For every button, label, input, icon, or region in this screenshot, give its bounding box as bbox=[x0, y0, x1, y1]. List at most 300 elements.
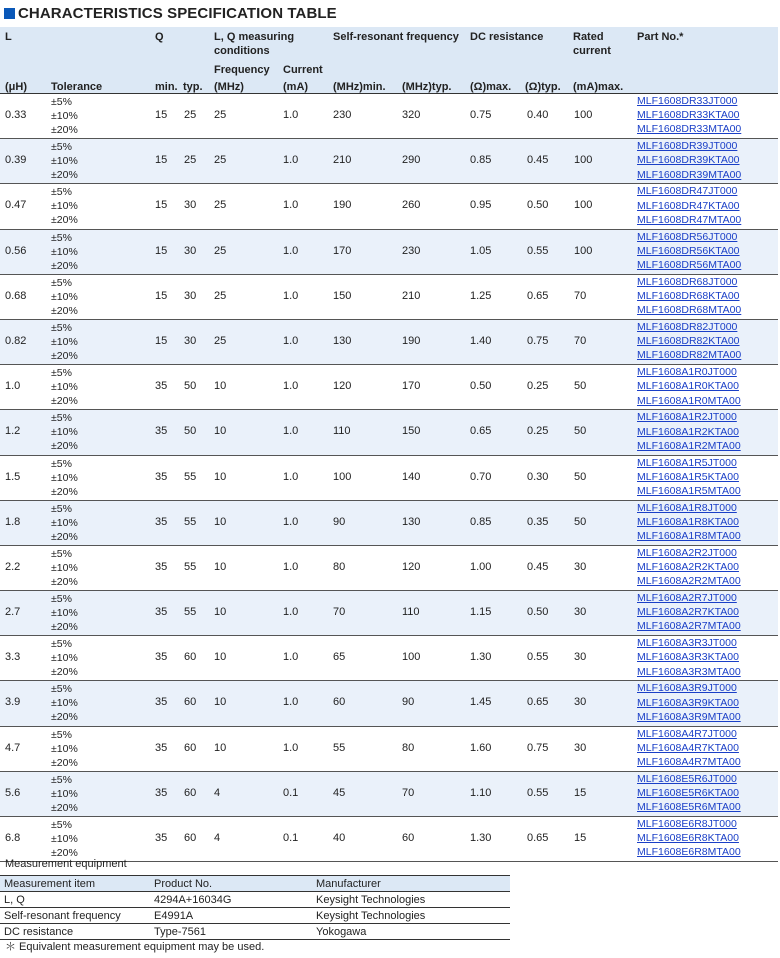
tolerance-value: ±5% bbox=[51, 412, 72, 425]
part-number-list bbox=[637, 501, 741, 544]
part-number-link[interactable]: MLF1608A2R7JT000 bbox=[637, 592, 737, 605]
cell-l: 6.8 bbox=[5, 832, 21, 844]
table-row bbox=[0, 772, 778, 817]
tolerance-value: ±5% bbox=[51, 96, 72, 108]
cell-cur: 1.0 bbox=[283, 560, 299, 573]
cell-rated: 30 bbox=[574, 741, 587, 754]
cell-srfmin: 40 bbox=[333, 832, 346, 844]
cell-dcrmax: 1.25 bbox=[470, 289, 492, 302]
tolerance-value: ±20% bbox=[51, 801, 78, 814]
tolerance-value: ±10% bbox=[51, 697, 78, 710]
cell-rated: 100 bbox=[574, 109, 593, 121]
part-number-list bbox=[637, 94, 741, 137]
tolerance-value: ±5% bbox=[51, 819, 72, 831]
cell-cur: 1.0 bbox=[283, 109, 299, 121]
part-number-link[interactable]: MLF1608A2R2KTA00 bbox=[637, 561, 739, 574]
cell-qmin: 15 bbox=[155, 109, 168, 121]
cell-dcrtyp: 0.65 bbox=[527, 696, 549, 709]
cell-dcrtyp: 0.50 bbox=[527, 199, 549, 212]
cell-dcrmax: 0.70 bbox=[470, 470, 492, 483]
cell-freq: 25 bbox=[214, 244, 227, 257]
table-row bbox=[0, 94, 778, 139]
part-number-list bbox=[637, 275, 741, 318]
cell-srfmin: 230 bbox=[333, 109, 352, 121]
part-number-link[interactable]: MLF1608E5R6KTA00 bbox=[637, 787, 739, 800]
cell-qtyp: 60 bbox=[184, 741, 197, 754]
part-number-link[interactable]: MLF1608DR47KTA00 bbox=[637, 199, 740, 212]
tolerance-list bbox=[51, 773, 78, 815]
part-number-link[interactable]: MLF1608A3R9MTA00 bbox=[637, 710, 741, 723]
part-number-list bbox=[637, 591, 741, 634]
part-number-list bbox=[637, 184, 741, 227]
part-number-link[interactable]: MLF1608E5R6JT000 bbox=[637, 772, 737, 785]
tolerance-value: ±5% bbox=[51, 186, 72, 199]
header-lq-cond: L, Q measuring bbox=[214, 31, 295, 43]
cell-dcrtyp: 0.35 bbox=[527, 515, 549, 528]
part-number-link[interactable]: MLF1608A1R8JT000 bbox=[637, 501, 737, 514]
part-number-link[interactable]: MLF1608DR47JT000 bbox=[637, 185, 738, 198]
cell-srftyp: 260 bbox=[402, 199, 421, 212]
cell-srfmin: 70 bbox=[333, 606, 346, 619]
part-number-link[interactable]: MLF1608A1R5MTA00 bbox=[637, 484, 741, 497]
cell-qmin: 15 bbox=[155, 289, 168, 302]
table-row bbox=[0, 275, 778, 320]
cell-srftyp: 100 bbox=[402, 651, 421, 664]
cell-qmin: 35 bbox=[155, 696, 168, 709]
measurement-header-cell: Product No. bbox=[150, 876, 312, 892]
cell-dcrmax: 0.85 bbox=[470, 154, 492, 167]
part-number-link[interactable]: MLF1608A3R3KTA00 bbox=[637, 651, 739, 664]
part-number-link[interactable]: MLF1608DR39KTA00 bbox=[637, 154, 740, 167]
measurement-table bbox=[0, 875, 510, 940]
part-number-link[interactable]: MLF1608DR33KTA00 bbox=[637, 109, 740, 122]
cell-qmin: 15 bbox=[155, 244, 168, 257]
tolerance-list bbox=[51, 502, 78, 544]
tolerance-list bbox=[51, 547, 78, 589]
part-number-list bbox=[637, 727, 741, 770]
cell-rated: 30 bbox=[574, 606, 587, 619]
header-srf: Self-resonant frequency bbox=[333, 31, 459, 43]
table-row bbox=[0, 139, 778, 184]
part-number-link[interactable]: MLF1608DR33MTA00 bbox=[637, 123, 742, 136]
cell-freq: 10 bbox=[214, 651, 227, 664]
cell-rated: 15 bbox=[574, 786, 587, 799]
cell-cur: 1.0 bbox=[283, 244, 299, 257]
cell-srftyp: 210 bbox=[402, 289, 421, 302]
tolerance-value: ±10% bbox=[51, 200, 78, 213]
tolerance-value: ±5% bbox=[51, 367, 72, 380]
part-number-link[interactable]: MLF1608A1R0JT000 bbox=[637, 366, 737, 379]
cell-freq: 4 bbox=[214, 786, 221, 799]
tolerance-value: ±5% bbox=[51, 593, 72, 606]
cell-srftyp: 170 bbox=[402, 380, 421, 393]
part-number-link[interactable]: MLF1608DR33JT000 bbox=[637, 95, 738, 107]
cell-qtyp: 60 bbox=[184, 786, 197, 799]
cell-l: 1.0 bbox=[5, 380, 21, 393]
part-number-link[interactable]: MLF1608DR68MTA00 bbox=[637, 304, 742, 317]
cell-dcrmax: 0.95 bbox=[470, 199, 492, 212]
header-q: Q bbox=[155, 31, 164, 43]
cell-srfmin: 150 bbox=[333, 289, 352, 302]
tolerance-value: ±10% bbox=[51, 155, 78, 168]
tolerance-list bbox=[51, 637, 78, 679]
cell-rated: 50 bbox=[574, 425, 587, 438]
cell-l: 0.68 bbox=[5, 289, 27, 302]
cell-cur: 1.0 bbox=[283, 334, 299, 347]
cell-srfmin: 120 bbox=[333, 380, 352, 393]
cell-qtyp: 55 bbox=[184, 470, 197, 483]
header-tolerance: Tolerance bbox=[51, 81, 103, 93]
part-number-link[interactable]: MLF1608A3R3JT000 bbox=[637, 637, 737, 650]
header-part: Part No.* bbox=[637, 31, 684, 43]
cell-l: 2.7 bbox=[5, 606, 21, 619]
tolerance-value: ±10% bbox=[51, 245, 78, 258]
tolerance-value: ±5% bbox=[51, 321, 72, 334]
cell-dcrtyp: 0.25 bbox=[527, 425, 549, 438]
part-number-link[interactable]: MLF1608DR56MTA00 bbox=[637, 258, 742, 271]
cell-cur: 1.0 bbox=[283, 425, 299, 438]
tolerance-value: ±20% bbox=[51, 485, 78, 498]
cell-l: 1.8 bbox=[5, 515, 21, 528]
tolerance-value: ±10% bbox=[51, 516, 78, 529]
part-number-link[interactable]: MLF1608DR82KTA00 bbox=[637, 335, 740, 348]
tolerance-value: ±5% bbox=[51, 457, 72, 470]
cell-l: 0.47 bbox=[5, 199, 27, 212]
tolerance-value: ±20% bbox=[51, 124, 78, 136]
tolerance-value: ±10% bbox=[51, 652, 78, 665]
cell-cur: 1.0 bbox=[283, 606, 299, 619]
part-number-link[interactable]: MLF1608E5R6MTA00 bbox=[637, 801, 741, 814]
tolerance-value: ±5% bbox=[51, 547, 72, 560]
part-number-link[interactable]: MLF1608DR47MTA00 bbox=[637, 213, 742, 226]
header-dcr-typ: (Ω)typ. bbox=[525, 81, 561, 93]
cell-dcrtyp: 0.55 bbox=[527, 651, 549, 664]
tolerance-value: ±5% bbox=[51, 276, 72, 289]
tolerance-value: ±20% bbox=[51, 711, 78, 724]
header-freq-unit: (MHz) bbox=[214, 81, 244, 93]
tolerance-value: ±10% bbox=[51, 787, 78, 800]
part-number-link[interactable]: MLF1608A2R7MTA00 bbox=[637, 620, 741, 633]
table-row bbox=[0, 184, 778, 229]
measurement-cell: Type-7561 bbox=[150, 924, 312, 940]
cell-cur: 1.0 bbox=[283, 470, 299, 483]
cell-l: 1.5 bbox=[5, 470, 21, 483]
part-number-link[interactable]: MLF1608DR39JT000 bbox=[637, 140, 738, 153]
cell-dcrtyp: 0.55 bbox=[527, 244, 549, 257]
tolerance-value: ±10% bbox=[51, 833, 78, 845]
cell-rated: 70 bbox=[574, 289, 587, 302]
tolerance-value: ±20% bbox=[51, 440, 78, 453]
part-number-link[interactable]: MLF1608DR68JT000 bbox=[637, 275, 738, 288]
tolerance-value: ±5% bbox=[51, 141, 72, 154]
tolerance-value: ±5% bbox=[51, 728, 72, 741]
cell-freq: 10 bbox=[214, 696, 227, 709]
cell-srftyp: 190 bbox=[402, 334, 421, 347]
cell-srftyp: 320 bbox=[402, 109, 421, 121]
part-number-link[interactable]: MLF1608DR82JT000 bbox=[637, 320, 738, 333]
part-number-link[interactable]: MLF1608A1R0KTA00 bbox=[637, 380, 739, 393]
table-title-bar bbox=[4, 3, 337, 23]
cell-srfmin: 80 bbox=[333, 560, 346, 573]
table-row bbox=[0, 727, 778, 772]
cell-qmin: 35 bbox=[155, 380, 168, 393]
table-row bbox=[0, 681, 778, 726]
tolerance-value: ±10% bbox=[51, 742, 78, 755]
cell-rated: 50 bbox=[574, 380, 587, 393]
tolerance-list bbox=[51, 592, 78, 634]
table-row bbox=[0, 591, 778, 636]
cell-l: 0.56 bbox=[5, 244, 27, 257]
tolerance-list bbox=[51, 276, 78, 318]
tolerance-list bbox=[51, 95, 78, 137]
table-row bbox=[0, 365, 778, 410]
measurement-title: Measurement equipment bbox=[5, 858, 127, 870]
cell-qmin: 15 bbox=[155, 154, 168, 167]
header-q-min: min. bbox=[155, 81, 178, 93]
cell-cur: 1.0 bbox=[283, 154, 299, 167]
cell-srfmin: 110 bbox=[333, 425, 351, 438]
cell-dcrtyp: 0.75 bbox=[527, 334, 549, 347]
cell-dcrtyp: 0.65 bbox=[527, 289, 549, 302]
cell-rated: 100 bbox=[574, 154, 593, 167]
cell-srftyp: 90 bbox=[402, 696, 415, 709]
part-number-list bbox=[637, 636, 741, 679]
cell-qtyp: 25 bbox=[184, 154, 197, 167]
cell-cur: 1.0 bbox=[283, 289, 299, 302]
header-srf-min: (MHz)min. bbox=[333, 81, 386, 93]
cell-srfmin: 55 bbox=[333, 741, 346, 754]
part-number-link[interactable]: MLF1608A1R2KTA00 bbox=[637, 425, 739, 438]
cell-dcrtyp: 0.45 bbox=[527, 560, 549, 573]
cell-l: 4.7 bbox=[5, 741, 21, 754]
cell-qmin: 35 bbox=[155, 651, 168, 664]
tolerance-value: ±20% bbox=[51, 847, 78, 859]
part-number-link[interactable]: MLF1608A1R2MTA00 bbox=[637, 439, 741, 452]
cell-srftyp: 150 bbox=[402, 425, 421, 438]
cell-dcrmax: 1.30 bbox=[470, 651, 492, 664]
part-number-link[interactable]: MLF1608DR68KTA00 bbox=[637, 289, 740, 302]
measurement-cell: Yokogawa bbox=[312, 924, 510, 940]
tolerance-value: ±10% bbox=[51, 426, 78, 439]
cell-freq: 10 bbox=[214, 606, 227, 619]
cell-l: 3.3 bbox=[5, 651, 21, 664]
part-number-link[interactable]: MLF1608DR56KTA00 bbox=[637, 244, 740, 257]
part-number-link[interactable]: MLF1608A4R7JT000 bbox=[637, 727, 737, 740]
measurement-cell: Self-resonant frequency bbox=[0, 908, 150, 924]
cell-dcrmax: 1.15 bbox=[470, 606, 492, 619]
part-number-list bbox=[637, 456, 741, 499]
cell-qmin: 35 bbox=[155, 741, 168, 754]
cell-cur: 1.0 bbox=[283, 515, 299, 528]
cell-l: 0.39 bbox=[5, 154, 27, 167]
tolerance-value: ±5% bbox=[51, 638, 72, 651]
tolerance-list bbox=[51, 411, 78, 453]
cell-dcrmax: 0.65 bbox=[470, 425, 492, 438]
tolerance-list bbox=[51, 728, 78, 770]
cell-srftyp: 70 bbox=[402, 786, 415, 799]
part-number-list bbox=[637, 817, 741, 860]
header-rated-unit: (mA)max. bbox=[573, 81, 624, 93]
cell-qmin: 35 bbox=[155, 832, 168, 844]
part-number-link[interactable]: MLF1608DR82MTA00 bbox=[637, 349, 742, 362]
cell-rated: 100 bbox=[574, 244, 593, 257]
cell-qtyp: 50 bbox=[184, 380, 197, 393]
header-dcr: DC resistance bbox=[470, 31, 544, 43]
header-rated: Rated bbox=[573, 31, 604, 43]
cell-dcrmax: 0.75 bbox=[470, 109, 492, 121]
tolerance-value: ±20% bbox=[51, 259, 78, 272]
cell-rated: 50 bbox=[574, 515, 587, 528]
part-number-link[interactable]: MLF1608A4R7KTA00 bbox=[637, 741, 739, 754]
cell-dcrmax: 1.00 bbox=[470, 560, 492, 573]
cell-srftyp: 60 bbox=[402, 832, 415, 844]
cell-dcrtyp: 0.30 bbox=[527, 470, 549, 483]
tolerance-list bbox=[51, 457, 78, 499]
cell-rated: 50 bbox=[574, 470, 587, 483]
cell-qmin: 35 bbox=[155, 470, 168, 483]
cell-qtyp: 50 bbox=[184, 425, 197, 438]
cell-qtyp: 60 bbox=[184, 696, 197, 709]
measurement-cell: Keysight Technologies bbox=[312, 908, 510, 924]
cell-l: 5.6 bbox=[5, 786, 21, 799]
cell-dcrmax: 1.40 bbox=[470, 334, 492, 347]
cell-cur: 1.0 bbox=[283, 651, 299, 664]
table-row bbox=[0, 817, 778, 862]
part-number-link[interactable]: MLF1608A3R9JT000 bbox=[637, 682, 737, 695]
tolerance-list bbox=[51, 231, 78, 273]
tolerance-list bbox=[51, 682, 78, 724]
part-number-link[interactable]: MLF1608A2R2JT000 bbox=[637, 546, 737, 559]
header-freq: Frequency bbox=[214, 64, 270, 76]
measurement-row bbox=[0, 908, 510, 924]
cell-l: 0.33 bbox=[5, 109, 27, 121]
part-number-link[interactable]: MLF1608A1R8MTA00 bbox=[637, 530, 741, 543]
cell-srfmin: 210 bbox=[333, 154, 352, 167]
cell-dcrtyp: 0.40 bbox=[527, 109, 549, 121]
tolerance-value: ±5% bbox=[51, 773, 72, 786]
measurement-cell: 4294A+16034G bbox=[150, 892, 312, 908]
cell-dcrmax: 1.45 bbox=[470, 696, 492, 709]
part-number-link[interactable]: MLF1608A4R7MTA00 bbox=[637, 756, 741, 769]
part-number-link[interactable]: MLF1608A1R2JT000 bbox=[637, 411, 737, 424]
tolerance-value: ±10% bbox=[51, 561, 78, 574]
cell-freq: 25 bbox=[214, 289, 227, 302]
tolerance-value: ±20% bbox=[51, 756, 78, 769]
cell-dcrmax: 1.10 bbox=[470, 786, 492, 799]
cell-rated: 30 bbox=[574, 651, 587, 664]
cell-srfmin: 90 bbox=[333, 515, 346, 528]
spec-rows bbox=[0, 94, 778, 862]
measurement-cell: L, Q bbox=[0, 892, 150, 908]
tolerance-value: ±20% bbox=[51, 621, 78, 634]
cell-qtyp: 55 bbox=[184, 606, 197, 619]
page-title: CHARACTERISTICS SPECIFICATION TABLE bbox=[18, 4, 337, 22]
tolerance-value: ±10% bbox=[51, 290, 78, 303]
cell-dcrmax: 0.50 bbox=[470, 380, 492, 393]
measurement-cell: DC resistance bbox=[0, 924, 150, 940]
cell-qmin: 35 bbox=[155, 606, 168, 619]
cell-cur: 0.1 bbox=[283, 786, 299, 799]
header-current: Current bbox=[283, 64, 323, 76]
tolerance-list bbox=[51, 321, 78, 363]
cell-qmin: 35 bbox=[155, 425, 168, 438]
header-current-unit: (mA) bbox=[283, 81, 309, 93]
cell-dcrtyp: 0.55 bbox=[527, 786, 549, 799]
cell-dcrtyp: 0.45 bbox=[527, 154, 549, 167]
table-row bbox=[0, 230, 778, 275]
part-number-link[interactable]: MLF1608A1R0MTA00 bbox=[637, 394, 741, 407]
cell-qtyp: 25 bbox=[184, 109, 197, 121]
cell-qtyp: 30 bbox=[184, 334, 197, 347]
cell-qtyp: 30 bbox=[184, 244, 197, 257]
part-number-link[interactable]: MLF1608E6R8KTA00 bbox=[637, 832, 739, 845]
cell-cur: 1.0 bbox=[283, 380, 299, 393]
part-number-list bbox=[637, 230, 741, 273]
part-number-link[interactable]: MLF1608A2R7KTA00 bbox=[637, 606, 739, 619]
table-header bbox=[0, 27, 778, 93]
part-number-link[interactable]: MLF1608E6R8MTA00 bbox=[637, 846, 741, 859]
part-number-link[interactable]: MLF1608E6R8JT000 bbox=[637, 818, 737, 830]
cell-freq: 25 bbox=[214, 109, 227, 121]
cell-qmin: 35 bbox=[155, 560, 168, 573]
cell-srfmin: 130 bbox=[333, 334, 352, 347]
cell-freq: 10 bbox=[214, 425, 227, 438]
cell-cur: 1.0 bbox=[283, 696, 299, 709]
measurement-cell: E4991A bbox=[150, 908, 312, 924]
part-number-link[interactable]: MLF1608DR56JT000 bbox=[637, 230, 738, 243]
title-square-icon bbox=[4, 8, 15, 19]
cell-cur: 1.0 bbox=[283, 741, 299, 754]
tolerance-value: ±5% bbox=[51, 683, 72, 696]
tolerance-value: ±5% bbox=[51, 231, 72, 244]
cell-rated: 30 bbox=[574, 696, 587, 709]
tolerance-list bbox=[51, 185, 78, 227]
cell-rated: 30 bbox=[574, 560, 587, 573]
cell-rated: 15 bbox=[574, 832, 587, 844]
cell-freq: 25 bbox=[214, 154, 227, 167]
table-row bbox=[0, 320, 778, 365]
tolerance-value: ±20% bbox=[51, 214, 78, 227]
cell-dcrmax: 1.05 bbox=[470, 244, 492, 257]
cell-freq: 25 bbox=[214, 334, 227, 347]
tolerance-list bbox=[51, 140, 78, 182]
part-number-link[interactable]: MLF1608A2R2MTA00 bbox=[637, 575, 741, 588]
cell-freq: 10 bbox=[214, 470, 227, 483]
cell-srfmin: 65 bbox=[333, 651, 346, 664]
header-l-unit: (μH) bbox=[5, 81, 27, 93]
measurement-header-row bbox=[0, 876, 510, 892]
tolerance-value: ±20% bbox=[51, 666, 78, 679]
tolerance-value: ±10% bbox=[51, 110, 78, 122]
cell-qtyp: 30 bbox=[184, 289, 197, 302]
part-number-link[interactable]: MLF1608A3R3MTA00 bbox=[637, 665, 741, 678]
cell-dcrtyp: 0.75 bbox=[527, 741, 549, 754]
cell-l: 0.82 bbox=[5, 334, 27, 347]
cell-srftyp: 130 bbox=[402, 515, 421, 528]
part-number-link[interactable]: MLF1608DR39MTA00 bbox=[637, 168, 742, 181]
table-row bbox=[0, 501, 778, 546]
part-number-link[interactable]: MLF1608A3R9KTA00 bbox=[637, 696, 739, 709]
cell-dcrtyp: 0.50 bbox=[527, 606, 549, 619]
part-number-link[interactable]: MLF1608A1R8KTA00 bbox=[637, 515, 739, 528]
part-number-link[interactable]: MLF1608A1R5JT000 bbox=[637, 456, 737, 469]
cell-qtyp: 55 bbox=[184, 515, 197, 528]
cell-dcrmax: 1.60 bbox=[470, 741, 492, 754]
part-number-link[interactable]: MLF1608A1R5KTA00 bbox=[637, 470, 739, 483]
part-number-list bbox=[637, 772, 741, 815]
tolerance-value: ±20% bbox=[51, 575, 78, 588]
table-row bbox=[0, 456, 778, 501]
